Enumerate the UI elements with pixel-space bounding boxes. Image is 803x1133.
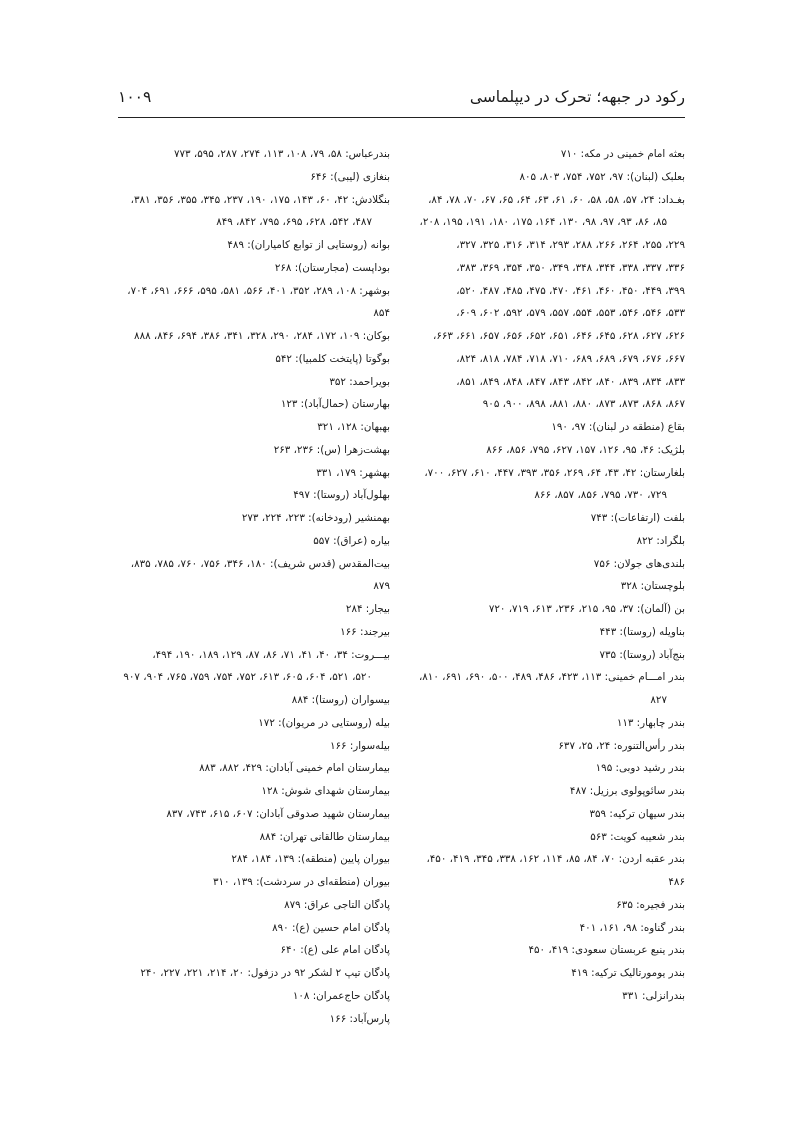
index-entry-text: بهارستان (حمال‌آباد): ۱۲۳ <box>280 398 390 411</box>
index-entry-text: بندر ینبع عربستان سعودی: ۴۱۹، ۴۵۰ <box>528 944 685 957</box>
index-entry-text: بلندی‌های جولان: ۷۵۶ <box>593 557 685 570</box>
index-entry <box>118 826 390 849</box>
index-entry-text: بندر چابهار: ۱۱۳ <box>616 716 685 729</box>
index-entry-text: ۳۳۶، ۳۳۷، ۳۳۸، ۳۴۴، ۳۴۸، ۳۴۹، ۳۵۰، ۳۵۴، ۳۶۹، ۳۸۳، <box>456 261 685 274</box>
index-entry-text: بیوران (منطقه‌ای در سردشت): ۱۳۹، ۳۱۰ <box>213 876 390 888</box>
index-entry <box>413 416 685 439</box>
index-entry <box>118 939 390 962</box>
index-entry <box>118 894 390 917</box>
index-entry <box>118 257 390 280</box>
running-title: رکود در جبهه؛ تحرک در دیپلماسی <box>469 88 685 106</box>
index-entry <box>413 189 685 235</box>
index-entry-text: بلژیک: ۴۶، ۹۵، ۱۲۶، ۱۵۷، ۶۲۷، ۷۹۵، ۸۵۶، ۸۶۶ <box>486 443 685 456</box>
index-entry-text: ۳۹۹، ۴۴۹، ۴۵۰، ۴۶۰، ۴۶۱، ۴۷۰، ۴۷۵، ۴۸۵، ۴۸۷، ۵۲۰، <box>456 284 685 297</box>
index-entry <box>118 484 390 507</box>
index-entry <box>118 348 390 371</box>
index-entry-text: بنگلادش: ۴۲، ۶۰، ۱۴۳، ۱۷۵، ۱۹۰، ۲۳۷، ۳۴۵، ۳۵۵، ۳۵۶، ۳۸۱، <box>130 193 390 206</box>
index-entry-continuation: ۸۵، ۸۶، ۹۳، ۹۷، ۹۸، ۱۳۰، ۱۶۴، ۱۷۵، ۱۸۰، ۱۹۱، ۱۹۵، ۲۰۸، <box>419 216 667 229</box>
index-entry-text: بیت‌المقدس (قدس شریف): ۱۸۰، ۳۴۶، ۷۵۶، ۷۶۰، ۷۸۵، ۸۳۵، ۸۷۹ <box>130 557 390 593</box>
index-entry <box>413 712 685 735</box>
index-entry <box>118 712 390 735</box>
index-entry-text: بلگراد: ۸۲۲ <box>636 534 685 547</box>
index-entry-text: پادگان امام حسین (ع): ۸۹۰ <box>272 921 390 934</box>
index-entry <box>413 598 685 621</box>
index-entry <box>118 689 390 712</box>
index-entry <box>118 962 390 985</box>
index-entry <box>413 575 685 598</box>
index-entry-text: پادگان امام علی (ع): ۶۴۰ <box>280 944 390 957</box>
index-entry-text: بیمارستان طالقانی تهران: ۸۸۴ <box>259 830 390 843</box>
page-header <box>118 88 685 112</box>
index-entry <box>118 917 390 940</box>
index-entry <box>118 530 390 553</box>
index-entry <box>413 757 685 780</box>
index-entry <box>413 257 685 280</box>
index-entry <box>413 780 685 803</box>
index-entry <box>118 757 390 780</box>
index-entry-text: بیاره (عراق): ۵۵۷ <box>313 534 390 547</box>
index-entry <box>413 962 685 985</box>
index-entry <box>118 553 390 599</box>
index-entry-text: بندر عقبه اردن: ۷۰، ۸۴، ۸۵، ۱۱۴، ۱۶۲، ۳۳۸، ۳۴۵، ۴۱۹، ۴۵۰، ۴۸۶ <box>426 853 685 888</box>
index-entry-text: بهبهان: ۱۲۸، ۳۲۱ <box>317 421 390 433</box>
index-entry-text: بیـــروت: ۳۴، ۴۰، ۴۱، ۷۱، ۸۶، ۸۷، ۱۲۹، ۱۸۹، ۱۹۰، ۴۹۴، <box>152 648 390 661</box>
index-entry <box>413 644 685 667</box>
page-number: ۱۰۰۹ <box>118 88 152 106</box>
index-entry-text: بهمنشیر (رودخانه): ۲۲۳، ۲۲۴، ۲۷۳ <box>241 512 390 524</box>
index-entry <box>118 143 390 166</box>
index-entry <box>413 621 685 644</box>
index-entry-text: بن (آلمان): ۳۷، ۹۵، ۲۱۵، ۲۳۶، ۶۱۳، ۷۱۹، ۷۲۰ <box>488 603 685 615</box>
index-entry <box>413 848 685 894</box>
index-entry <box>413 371 685 394</box>
index-entry <box>118 985 390 1008</box>
index-entry-text: بعلبک (لبنان): ۹۷، ۷۵۲، ۷۵۴، ۸۰۳، ۸۰۵ <box>519 170 685 183</box>
index-entry <box>118 166 390 189</box>
index-entry-text: بیجار: ۲۸۴ <box>345 603 390 615</box>
index-entry <box>413 826 685 849</box>
index-entry-text: بوکان: ۱۰۹، ۱۷۲، ۲۸۴، ۲۹۰، ۳۲۸، ۳۴۱، ۳۸۶، ۶۹۴، ۸۴۶، ۸۸۸ <box>134 330 390 342</box>
index-entry-text: بهلول‌آباد (روستا): ۴۹۷ <box>293 489 390 502</box>
index-entry-text: بندر امـــام خمینی: ۱۱۳، ۴۲۳، ۴۸۶، ۴۸۹، ۵۰۰، ۶۹۰، ۶۹۱، ۸۱۰، <box>418 671 685 684</box>
index-entry-text: ۸۳۳، ۸۳۴، ۸۳۹، ۸۴۰، ۸۴۲، ۸۴۳، ۸۴۷، ۸۴۸، ۸۴۹، ۸۵۱، <box>456 375 685 388</box>
index-entry <box>413 393 685 416</box>
index-column-right <box>413 143 685 1008</box>
index-entry <box>118 462 390 485</box>
index-entry-text: بیسواران (روستا): ۸۸۴ <box>291 694 390 706</box>
index-entry-text: بندر سیهان ترکیه: ۳۵۹ <box>589 807 685 820</box>
index-entry-text: بویراحمد: ۳۵۲ <box>329 375 390 388</box>
index-entry-text: بلوچستان: ۳۲۸ <box>620 580 685 593</box>
index-entry <box>413 280 685 303</box>
index-entry <box>118 507 390 530</box>
index-entry <box>413 348 685 371</box>
index-entry-continuation: ۵۲۰، ۵۲۱، ۶۰۴، ۶۰۵، ۶۱۳، ۷۵۲، ۷۵۴، ۷۵۹، ۷۶۵، ۹۰۴، ۹۰۷ <box>123 671 372 684</box>
index-entry-text: بهشهر: ۱۷۹، ۳۳۱ <box>316 466 390 479</box>
index-entry-text: بندرانزلی: ۳۳۱ <box>622 989 685 1002</box>
index-entry-text: ۶۲۶، ۶۲۷، ۶۲۸، ۶۴۵، ۶۴۶، ۶۵۱، ۶۵۲، ۶۵۶، ۶۵۷، ۶۶۱، ۶۶۳، <box>433 330 685 342</box>
index-entry-text: بلغارستان: ۴۲، ۴۳، ۶۴، ۲۶۹، ۳۵۶، ۳۹۳، ۴۴۷، ۶۱۰، ۶۲۷، ۷۰۰، <box>424 466 685 479</box>
index-entry-text: بیوران پایین (منطقه): ۱۳۹، ۱۸۴، ۲۸۴ <box>231 853 390 866</box>
index-entry <box>413 939 685 962</box>
index-entry-text: ۵۳۳، ۵۴۶، ۵۴۶، ۵۵۳، ۵۵۴، ۵۵۷، ۵۷۹، ۵۹۲، ۶۰۲، ۶۰۹، <box>456 307 685 320</box>
index-entry <box>118 1008 390 1031</box>
index-entry-text: بهشت‌زهرا (س): ۲۳۶، ۲۶۳ <box>273 443 390 456</box>
index-entry-text: بوگوتا (پایتخت کلمبیا): ۵۴۲ <box>275 352 390 365</box>
index-entry <box>118 803 390 826</box>
index-entry <box>413 666 685 712</box>
index-entry <box>413 735 685 758</box>
index-entry <box>413 462 685 508</box>
index-entry <box>118 189 390 235</box>
index-entry-text: بقاع (منطقه در لبنان): ۹۷، ۱۹۰ <box>551 421 685 433</box>
index-entry-text: ۶۶۷، ۶۷۶، ۶۷۹، ۶۸۹، ۶۸۹، ۷۱۰، ۷۱۸، ۷۸۴، ۸۱۸، ۸۲۴، <box>456 352 685 365</box>
index-entry-text: بندر فجیره: ۶۳۵ <box>616 898 685 911</box>
index-entry-text: بلفت (ارتفاعات): ۷۴۳ <box>590 512 685 524</box>
index-entry-text: بیله‌سوار: ۱۶۶ <box>329 739 390 752</box>
index-entry-text: بندر یومورتالیک ترکیه: ۴۱۹ <box>571 967 685 979</box>
index-entry <box>118 621 390 644</box>
index-entry-text: بناویله (روستا): ۴۴۳ <box>599 625 685 638</box>
index-entry-text: بوشهر: ۱۰۸، ۲۸۹، ۳۵۲، ۴۰۱، ۵۶۶، ۵۸۱، ۵۹۵، ۶۶۶، ۶۹۱، ۷۰۴، ۸۵۴ <box>127 284 390 320</box>
index-entry <box>118 393 390 416</box>
index-entry <box>413 507 685 530</box>
index-entry <box>118 735 390 758</box>
index-entry-continuation: ۴۸۷، ۵۴۲، ۶۲۸، ۶۹۵، ۷۹۵، ۸۴۲، ۸۴۹ <box>216 216 372 229</box>
index-entry <box>118 598 390 621</box>
index-entry-text: بندر گناوه: ۹۸، ۱۶۱، ۴۰۱ <box>579 921 685 934</box>
index-entry <box>413 166 685 189</box>
index-entry <box>118 325 390 348</box>
index-entry-text: بغـداد: ۲۴، ۵۷، ۵۸، ۵۸، ۶۰، ۶۱، ۶۳، ۶۴، ۶۵، ۶۷، ۷۰، ۷۸، ۸۴، <box>428 193 685 206</box>
index-entry <box>118 871 390 894</box>
index-entry-text: بوداپست (مجارستان): ۲۶۸ <box>274 261 390 274</box>
index-entry <box>413 894 685 917</box>
index-entry <box>118 416 390 439</box>
index-entry <box>118 371 390 394</box>
index-entry-text: پادگان تیپ ۲ لشکر ۹۲ در دزفول: ۲۰، ۲۱۴، ۲۲۱، ۲۲۷، ۲۴۰ <box>140 967 390 979</box>
index-entry-text: بنج‌آباد (روستا): ۷۳۵ <box>599 648 685 661</box>
index-entry <box>413 439 685 462</box>
index-entry <box>413 985 685 1008</box>
index-entry <box>413 917 685 940</box>
index-entry <box>118 848 390 871</box>
index-entry <box>413 553 685 576</box>
index-entry-continuation: ۷۲۹، ۷۳۰، ۷۹۵، ۸۵۶، ۸۵۷، ۸۶۶ <box>534 489 667 502</box>
index-entry-text: ۲۲۹، ۲۵۵، ۲۶۴، ۲۶۶، ۲۸۸، ۲۹۳، ۳۱۴، ۳۱۶، ۳۲۵، ۳۲۷، <box>456 239 685 251</box>
index-entry-continuation: ۸۲۷ <box>650 694 667 706</box>
index-entry-text: بندر رأس‌التنوره: ۲۴، ۲۵، ۶۳۷ <box>558 739 685 752</box>
index-entry <box>118 644 390 690</box>
index-entry <box>413 234 685 257</box>
index-entry-text: بیمارستان شهدای شوش: ۱۲۸ <box>261 785 390 797</box>
index-entry <box>413 143 685 166</box>
index-entry <box>118 439 390 462</box>
index-entry <box>413 325 685 348</box>
index-entry <box>118 780 390 803</box>
index-entry-text: پادگان التاجی عراق: ۸۷۹ <box>284 898 390 911</box>
index-entry-text: ۸۶۷، ۸۶۸، ۸۷۳، ۸۷۳، ۸۸۰، ۸۸۱، ۸۹۸، ۹۰۰، ۹۰۵ <box>482 398 685 411</box>
index-entry-text: بندر شعیبه کویت: ۵۶۳ <box>590 830 685 843</box>
index-entry <box>413 302 685 325</box>
index-entry-text: بیله (روستایی در مریوان): ۱۷۲ <box>258 716 390 729</box>
index-entry <box>118 280 390 326</box>
index-entry-text: بندر رشید دوبی: ۱۹۵ <box>595 762 685 775</box>
index-entry <box>413 530 685 553</box>
index-entry-text: بیرجند: ۱۶۶ <box>340 625 390 638</box>
index-entry-text: پادگان حاج‌عمران: ۱۰۸ <box>292 989 390 1002</box>
index-entry-text: بعثه امام خمینی در مکه: ۷۱۰ <box>560 148 685 160</box>
index-entry-text: بوانه (روستایی از توابع کامیاران): ۴۸۹ <box>227 239 390 251</box>
index-column-left <box>118 143 390 1030</box>
index-entry <box>413 803 685 826</box>
index-entry-text: بندرعباس: ۵۸، ۷۹، ۱۰۸، ۱۱۳، ۲۷۴، ۲۸۷، ۵۹۵، ۷۷۳ <box>173 148 390 160</box>
index-entry-text: بیمارستان امام خمینی آبادان: ۴۲۹، ۸۸۲، ۸۸۳ <box>199 762 390 775</box>
index-entry-text: بیمارستان شهید صدوقی آبادان: ۶۰۷، ۶۱۵، ۷۴۳، ۸۳۷ <box>166 807 390 820</box>
index-entry-text: بندر سائوپولوی برزیل: ۴۸۷ <box>569 785 685 797</box>
index-entry-text: بنغازی (لیبی): ۶۴۶ <box>310 170 390 183</box>
index-entry <box>118 234 390 257</box>
index-entry-text: پارس‌آباد: ۱۶۶ <box>329 1012 390 1025</box>
header-rule <box>118 117 685 118</box>
